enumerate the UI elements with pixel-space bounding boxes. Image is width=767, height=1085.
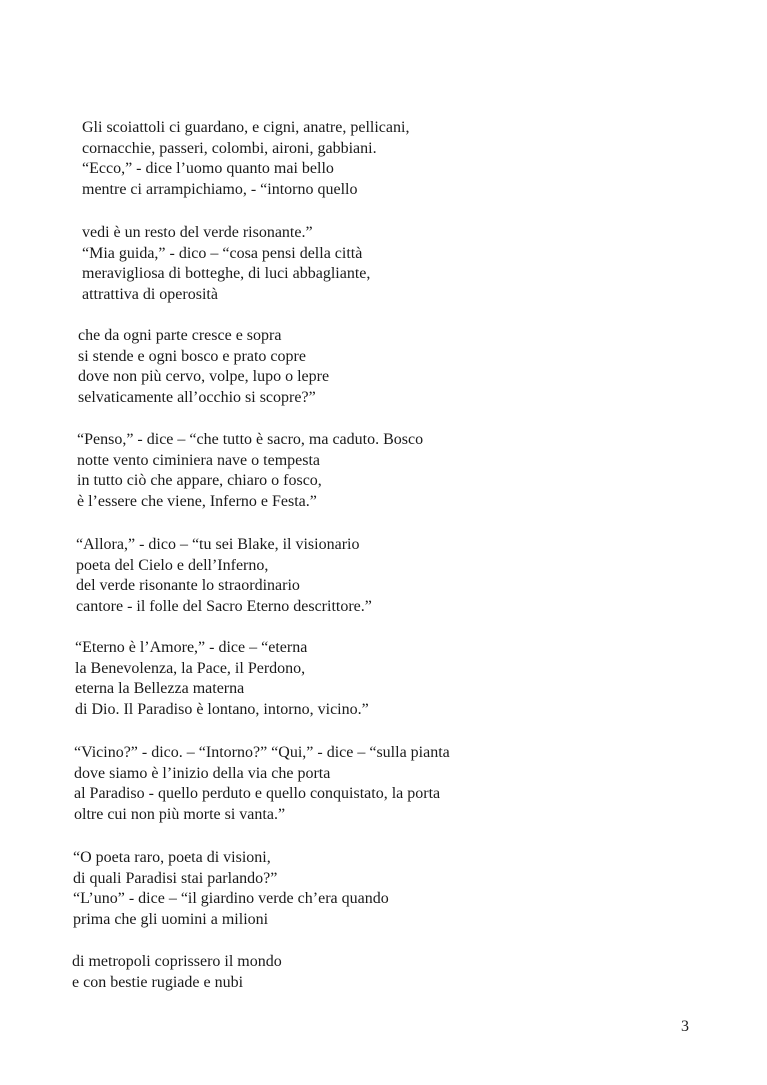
poem-line: la Benevolenza, la Pace, il Perdono, bbox=[75, 659, 306, 677]
poem-line: meravigliosa di botteghe, di luci abbagliante, bbox=[82, 265, 371, 282]
poem-line: notte vento ciminiera nave o tempesta bbox=[77, 451, 321, 469]
poem-line: si stende e ogni bosco e prato copre bbox=[78, 347, 306, 365]
poem-line: di metropoli coprissero il mondo bbox=[72, 953, 282, 970]
poem-line: “Ecco,” - dice l’uomo quanto mai bello bbox=[82, 160, 334, 177]
poem-line: poeta del Cielo e dell’Inferno, bbox=[76, 556, 269, 574]
poem-line: “Mia guida,” - dico – “cosa pensi della città bbox=[82, 244, 363, 262]
poem-line: e con bestie rugiade e nubi bbox=[72, 973, 244, 991]
poem-line: “Allora,” - dico – “tu sei Blake, il visionario bbox=[76, 536, 360, 553]
poem-line: è l’essere che viene, Inferno e Festa.” bbox=[77, 492, 317, 510]
poem-line: di quali Paradisi stai parlando?” bbox=[73, 869, 278, 887]
poem-line: Gli scoiattoli ci guardano, e cigni, anatre, pellicani, bbox=[82, 119, 410, 136]
poem-line: eterna la Bellezza materna bbox=[75, 680, 245, 697]
poem-line: che da ogni parte cresce e sopra bbox=[78, 327, 282, 344]
poem-line: “Eterno è l’Amore,” - dice – “eterna bbox=[75, 639, 308, 656]
poem-line: in tutto ciò che appare, chiaro o fosco, bbox=[77, 472, 322, 489]
poem-line: “Vicino?” - dico. – “Intorno?” “Qui,” - dice – “sulla pianta bbox=[74, 744, 450, 761]
poem-line: prima che gli uomini a milioni bbox=[73, 910, 269, 928]
stanza-3 bbox=[78, 326, 329, 408]
poem-line: attrattiva di operosità bbox=[82, 285, 218, 303]
stanza-2 bbox=[82, 223, 370, 305]
poem-line: del verde risonante lo straordinario bbox=[76, 577, 300, 594]
stanza-1 bbox=[82, 118, 409, 200]
poem-line: “O poeta raro, poeta di visioni, bbox=[73, 849, 271, 866]
stanza-5 bbox=[76, 535, 372, 617]
poem-line: cornacchie, passeri, colombi, aironi, gabbiani. bbox=[82, 139, 377, 157]
stanza-8 bbox=[73, 848, 389, 930]
stanza-4 bbox=[77, 430, 423, 512]
page-number: 3 bbox=[681, 1018, 689, 1035]
poem-line: di Dio. Il Paradiso è lontano, intorno, vicino.” bbox=[75, 700, 369, 718]
poem-line: cantore - il folle del Sacro Eterno descrittore.” bbox=[76, 597, 372, 615]
poem-line: dove non più cervo, volpe, lupo o lepre bbox=[78, 368, 330, 385]
poem-line: al Paradiso - quello perduto e quello conquistato, la porta bbox=[74, 785, 441, 802]
stanza-6 bbox=[75, 638, 369, 720]
poem-line: “L’uno” - dice – “il giardino verde ch’era quando bbox=[73, 890, 389, 907]
poem-line: dove siamo è l’inizio della via che porta bbox=[74, 764, 331, 782]
poem-line: vedi è un resto del verde risonante.” bbox=[82, 224, 313, 241]
stanza-9 bbox=[72, 952, 282, 993]
poem-line: oltre cui non più morte si vanta.” bbox=[74, 805, 286, 823]
poem-line: mentre ci arrampichiamo, - “intorno quello bbox=[82, 180, 358, 198]
stanza-7 bbox=[74, 743, 450, 825]
poem-line: selvaticamente all’occhio si scopre?” bbox=[78, 388, 316, 406]
poem-line: “Penso,” - dice – “che tutto è sacro, ma caduto. Bosco bbox=[77, 431, 424, 448]
